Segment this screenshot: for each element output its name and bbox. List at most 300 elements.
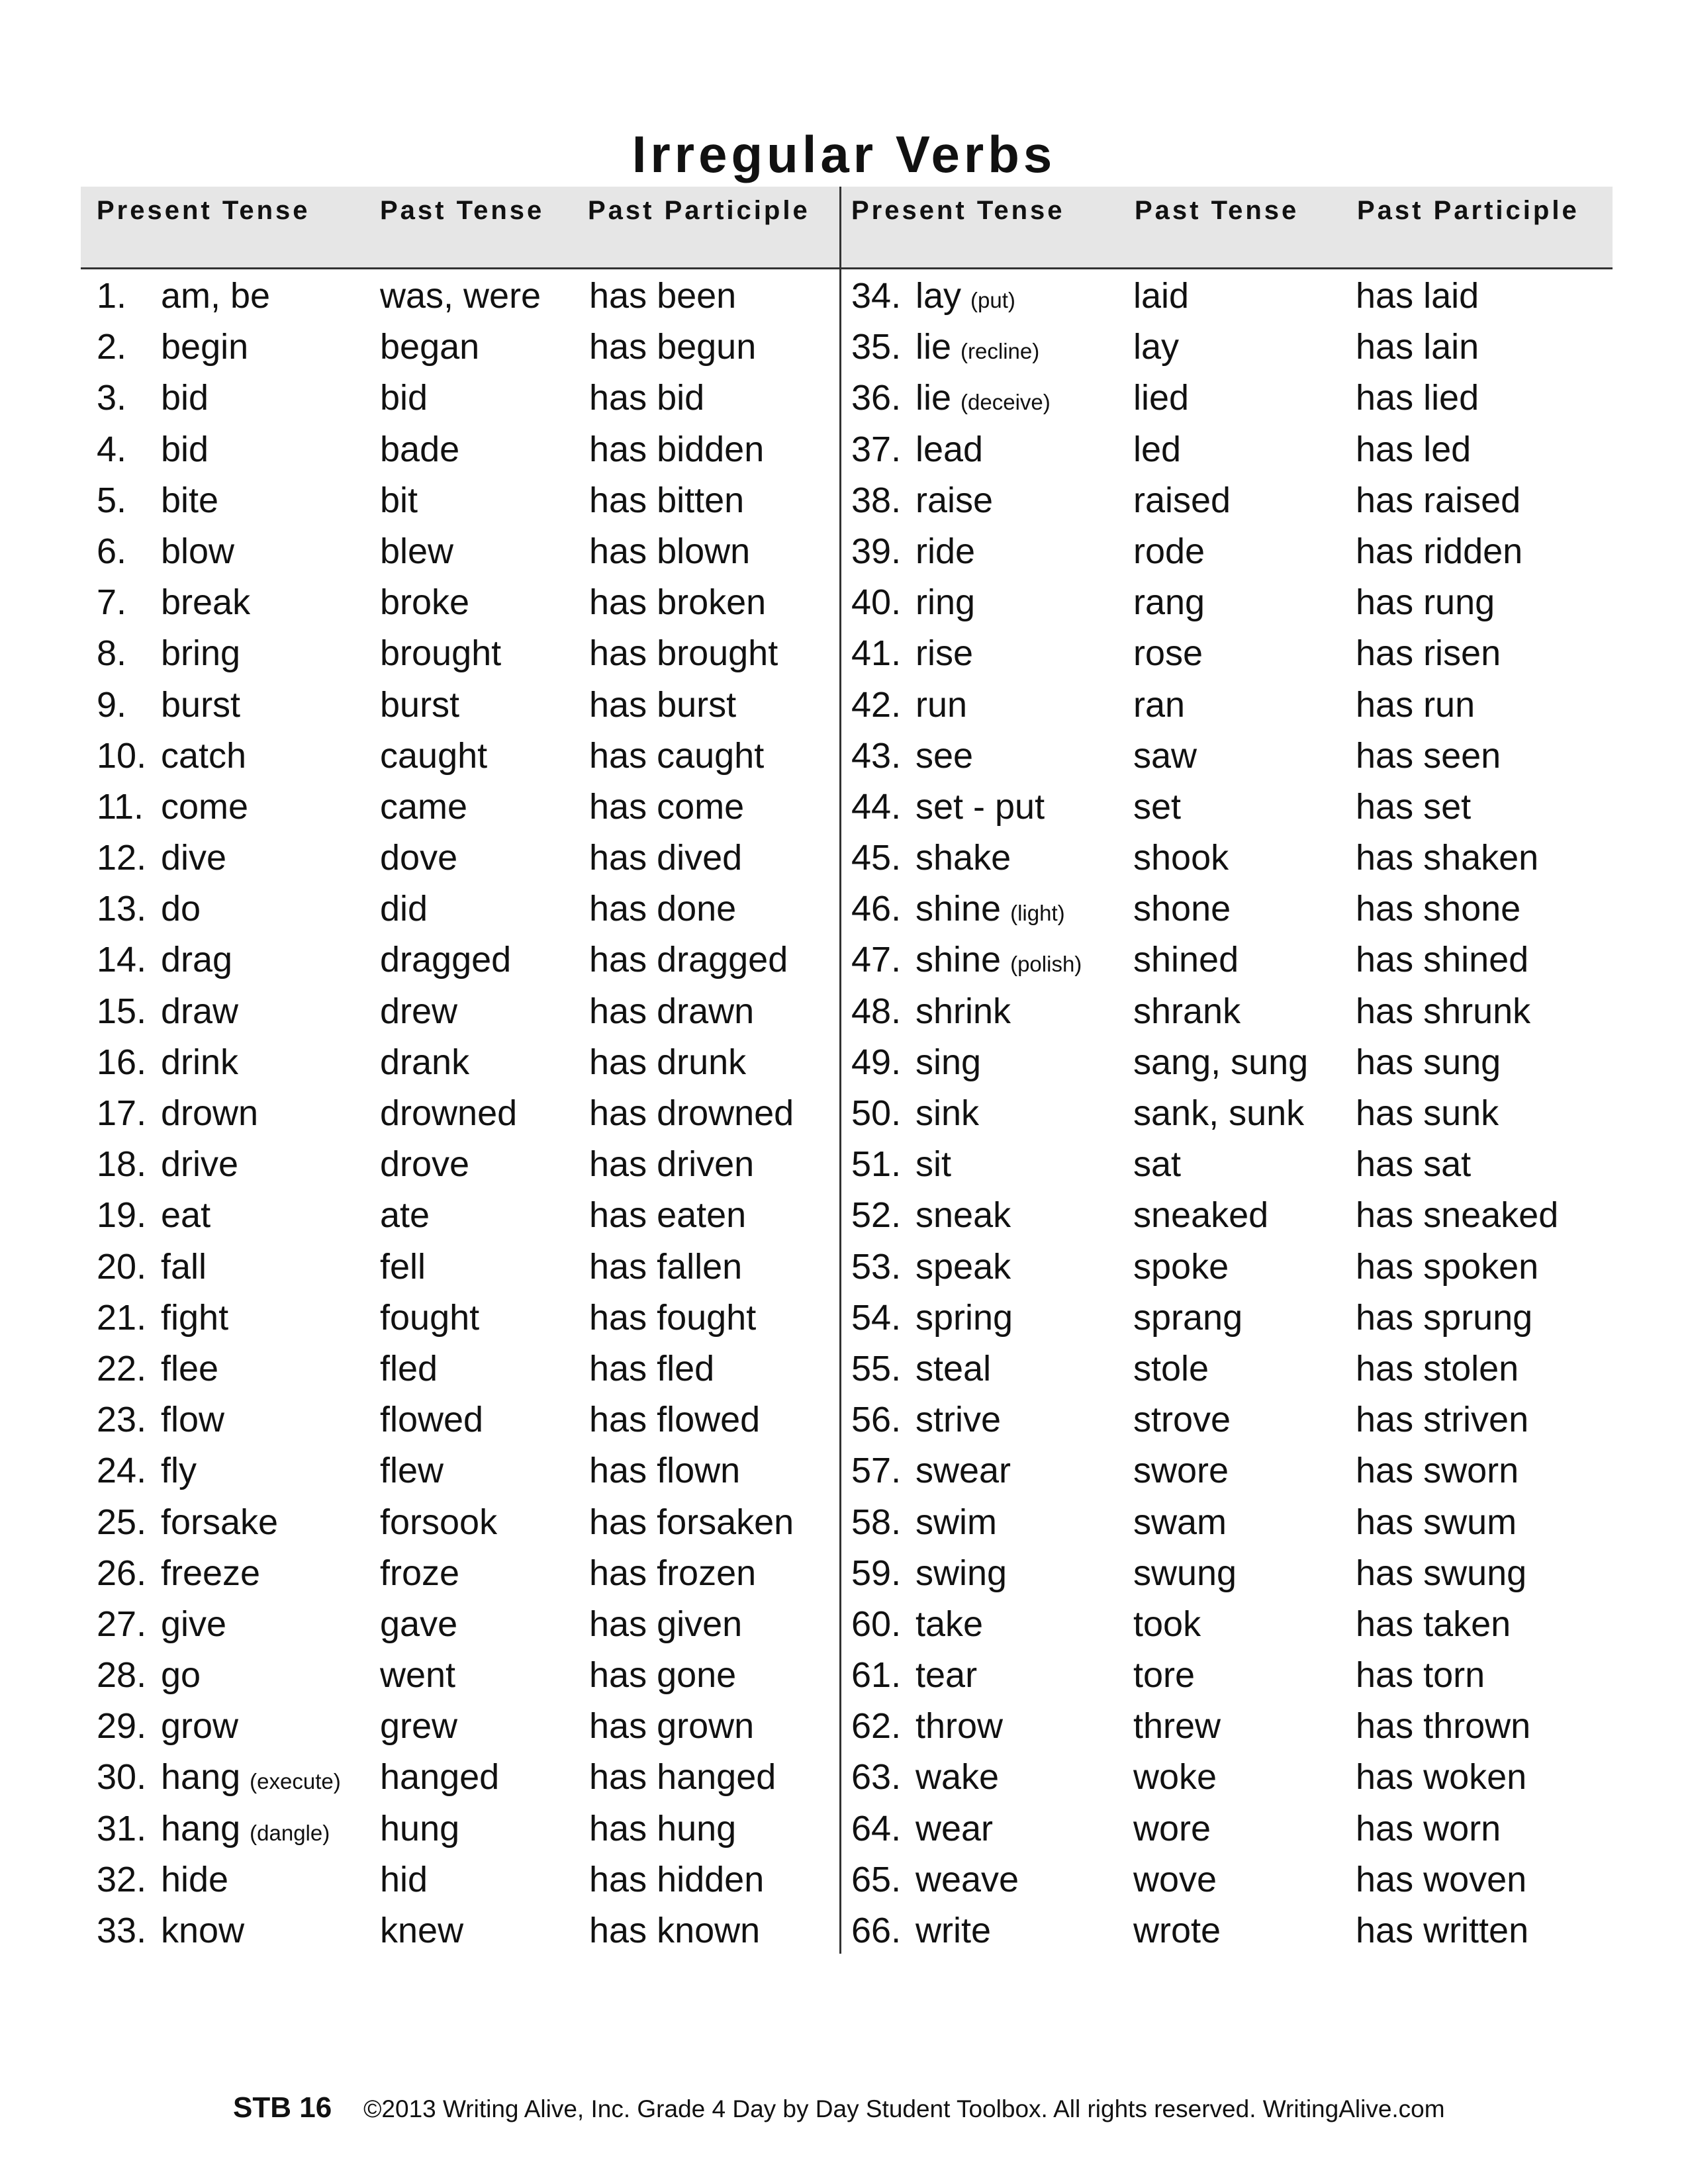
- past-participle-cell: has flowed: [589, 1400, 761, 1440]
- past-participle-cell: has dragged: [589, 940, 788, 980]
- present-tense-cell: [851, 1655, 986, 1696]
- table-row: [0, 1238, 1688, 1289]
- past-tense-cell: grew: [380, 1706, 458, 1747]
- past-participle-cell: has burst: [589, 684, 737, 725]
- table-row: [0, 1596, 1688, 1647]
- past-participle-cell: has seen: [1356, 735, 1501, 776]
- past-participle-cell: has begun: [589, 327, 757, 367]
- present-tense-word: do: [161, 889, 201, 929]
- table-row: [0, 778, 1688, 829]
- table-row: [0, 1085, 1688, 1136]
- past-tense-cell: broke: [380, 582, 470, 623]
- present-tense-cell: [851, 1195, 1020, 1236]
- present-tense-cell: [851, 531, 984, 572]
- present-tense-word: burst: [161, 684, 241, 725]
- past-tense-cell: stole: [1133, 1348, 1209, 1388]
- present-tense-cell: [97, 275, 279, 316]
- present-tense-cell: [97, 1246, 216, 1287]
- present-tense-word: fight: [161, 1297, 229, 1338]
- verb-number: 8.: [97, 633, 127, 674]
- present-tense-word: sing: [915, 1042, 982, 1082]
- past-tense-cell: sank, sunk: [1133, 1093, 1305, 1133]
- past-tense-cell: threw: [1133, 1706, 1221, 1747]
- present-tense-cell: [851, 837, 1020, 878]
- verb-number: 9.: [97, 684, 127, 725]
- table-header: [81, 187, 1613, 269]
- verb-meaning-note: (execute): [250, 1769, 341, 1794]
- verb-number: 22.: [97, 1348, 147, 1388]
- present-tense-word: hang: [161, 1808, 241, 1848]
- present-tense-word: strive: [915, 1400, 1002, 1440]
- past-tense-cell: ran: [1133, 684, 1186, 725]
- verb-meaning-note: (recline): [961, 339, 1040, 364]
- header-past-participle-right: Past Participle: [1357, 196, 1579, 225]
- past-participle-cell: has raised: [1356, 480, 1521, 520]
- past-participle-cell: has drunk: [589, 1042, 747, 1082]
- past-tense-cell: gave: [380, 1604, 458, 1644]
- past-tense-cell: spoke: [1133, 1246, 1229, 1287]
- verb-number: 53.: [851, 1246, 902, 1287]
- verb-number: 43.: [851, 735, 902, 776]
- present-tense-cell: [97, 582, 259, 623]
- verb-number: 13.: [97, 889, 147, 929]
- past-tense-cell: rang: [1133, 582, 1205, 623]
- present-tense-cell: [851, 275, 1015, 316]
- present-tense-cell: [851, 888, 1065, 929]
- verb-number: 36.: [851, 378, 902, 418]
- table-row: [0, 574, 1688, 625]
- past-tense-cell: shrank: [1133, 991, 1241, 1031]
- verb-number: 52.: [851, 1195, 902, 1236]
- present-tense-cell: [97, 1808, 330, 1849]
- present-tense-cell: [851, 1093, 988, 1134]
- present-tense-cell: [97, 1604, 236, 1645]
- past-tense-cell: burst: [380, 684, 460, 725]
- present-tense-word: drive: [161, 1144, 239, 1185]
- past-participle-cell: has sworn: [1356, 1451, 1519, 1491]
- verb-number: 23.: [97, 1400, 147, 1440]
- verb-meaning-note: (polish): [1010, 952, 1082, 977]
- present-tense-cell: [851, 735, 982, 776]
- footer-copyright: ©2013 Writing Alive, Inc. Grade 4 Day by Day Student Toolbox. All rights reserved. WritingAlive.com: [363, 2095, 1445, 2122]
- present-tense-cell: [851, 480, 1002, 521]
- verb-number: 35.: [851, 327, 902, 367]
- present-tense-cell: [97, 888, 210, 929]
- table-row: [0, 472, 1688, 523]
- table-row: [0, 931, 1688, 982]
- present-tense-word: shake: [915, 838, 1011, 878]
- verb-meaning-note: (dangle): [250, 1820, 330, 1845]
- verb-number: 16.: [97, 1042, 147, 1082]
- present-tense-cell: [97, 939, 242, 980]
- past-participle-cell: has frozen: [589, 1553, 757, 1593]
- verb-meaning-note: (deceive): [961, 390, 1051, 415]
- past-participle-cell: has shone: [1356, 889, 1521, 929]
- verb-number: 59.: [851, 1553, 902, 1593]
- verb-number: 6.: [97, 531, 127, 571]
- past-tense-cell: set: [1133, 786, 1182, 827]
- present-tense-word: hang: [161, 1757, 241, 1797]
- verb-number: 21.: [97, 1297, 147, 1338]
- present-tense-cell: [851, 1348, 1000, 1389]
- present-tense-word: sneak: [915, 1195, 1011, 1236]
- past-participle-cell: has woven: [1356, 1859, 1527, 1899]
- past-tense-cell: hanged: [380, 1757, 500, 1797]
- verb-number: 49.: [851, 1042, 902, 1082]
- verb-number: 57.: [851, 1451, 902, 1491]
- verb-table-body: [0, 267, 1688, 1953]
- verb-number: 4.: [97, 429, 127, 469]
- present-tense-cell: [851, 326, 1039, 367]
- past-tense-cell: took: [1133, 1604, 1201, 1644]
- past-tense-cell: hung: [380, 1808, 460, 1848]
- present-tense-word: tear: [915, 1655, 978, 1696]
- past-tense-cell: ate: [380, 1195, 430, 1236]
- present-tense-word: sit: [915, 1144, 951, 1185]
- present-tense-word: sink: [915, 1093, 980, 1133]
- past-tense-cell: came: [380, 786, 468, 827]
- table-row: [0, 1034, 1688, 1085]
- past-tense-cell: laid: [1133, 276, 1190, 316]
- past-tense-cell: rode: [1133, 531, 1205, 571]
- present-tense-word: come: [161, 786, 249, 827]
- present-tense-word: flow: [161, 1400, 225, 1440]
- verb-number: 10.: [97, 735, 147, 776]
- table-row: [0, 676, 1688, 727]
- present-tense-word: swing: [915, 1553, 1008, 1593]
- verb-number: 65.: [851, 1859, 902, 1899]
- past-participle-cell: has brought: [589, 633, 778, 674]
- present-tense-word: speak: [915, 1246, 1011, 1287]
- past-tense-cell: lay: [1133, 327, 1180, 367]
- past-tense-cell: sneaked: [1133, 1195, 1269, 1236]
- present-tense-cell: [851, 1450, 1020, 1491]
- past-tense-cell: dove: [380, 838, 458, 878]
- present-tense-word: dive: [161, 838, 227, 878]
- present-tense-word: drown: [161, 1093, 259, 1133]
- present-tense-cell: [851, 991, 1020, 1032]
- verb-number: 29.: [97, 1706, 147, 1747]
- past-participle-cell: has striven: [1356, 1400, 1529, 1440]
- present-tense-cell: [851, 1399, 1010, 1440]
- present-tense-cell: [97, 1706, 248, 1747]
- past-participle-cell: has lain: [1356, 327, 1479, 367]
- verb-number: 27.: [97, 1604, 147, 1644]
- verb-number: 1.: [97, 276, 127, 316]
- verb-number: 12.: [97, 838, 147, 878]
- past-tense-cell: rose: [1133, 633, 1203, 674]
- present-tense-cell: [97, 991, 248, 1032]
- past-participle-cell: has bidden: [589, 429, 765, 469]
- past-participle-cell: has risen: [1356, 633, 1501, 674]
- past-participle-cell: has fought: [589, 1297, 757, 1338]
- past-tense-cell: shone: [1133, 889, 1231, 929]
- past-tense-cell: swung: [1133, 1553, 1237, 1593]
- present-tense-word: drag: [161, 940, 233, 980]
- present-tense-cell: [97, 1859, 238, 1900]
- past-participle-cell: has bid: [589, 378, 705, 418]
- verb-number: 55.: [851, 1348, 902, 1388]
- past-tense-cell: hid: [380, 1859, 428, 1899]
- past-participle-cell: has torn: [1356, 1655, 1485, 1696]
- verb-number: 26.: [97, 1553, 147, 1593]
- past-participle-cell: has sunk: [1356, 1093, 1499, 1133]
- verb-number: 47.: [851, 940, 902, 980]
- verb-number: 28.: [97, 1655, 147, 1696]
- present-tense-word: fly: [161, 1451, 197, 1491]
- present-tense-word: fall: [161, 1246, 207, 1287]
- verb-number: 31.: [97, 1808, 147, 1848]
- present-tense-word: lay: [915, 276, 962, 316]
- verb-number: 42.: [851, 684, 902, 725]
- present-tense-cell: [97, 684, 250, 725]
- present-tense-word: lead: [915, 429, 984, 469]
- present-tense-word: bid: [161, 378, 209, 418]
- table-row: [0, 1851, 1688, 1902]
- present-tense-word: break: [161, 582, 251, 623]
- present-tense-cell: [851, 1042, 990, 1083]
- past-tense-cell: woke: [1133, 1757, 1217, 1797]
- past-tense-cell: wore: [1133, 1808, 1211, 1848]
- present-tense-word: swim: [915, 1502, 997, 1542]
- past-tense-cell: went: [380, 1655, 456, 1696]
- present-tense-word: run: [915, 684, 968, 725]
- verb-number: 11.: [97, 786, 144, 827]
- past-participle-cell: has written: [1356, 1911, 1529, 1950]
- table-row: [0, 625, 1688, 676]
- table-row: [0, 523, 1688, 574]
- verb-number: 33.: [97, 1911, 147, 1950]
- past-participle-cell: has spoken: [1356, 1246, 1539, 1287]
- present-tense-word: am, be: [161, 276, 271, 316]
- table-row: [0, 318, 1688, 369]
- table-row: [0, 1800, 1688, 1851]
- past-participle-cell: has swum: [1356, 1502, 1517, 1542]
- past-participle-cell: has fled: [589, 1348, 715, 1388]
- past-participle-cell: has hung: [589, 1808, 737, 1848]
- present-tense-cell: [851, 377, 1051, 418]
- past-participle-cell: has bitten: [589, 480, 745, 520]
- past-tense-cell: drove: [380, 1144, 470, 1185]
- present-tense-cell: [851, 1553, 1016, 1594]
- past-participle-cell: has lied: [1356, 378, 1479, 418]
- present-tense-cell: [97, 1093, 267, 1134]
- past-participle-cell: has fallen: [589, 1246, 743, 1287]
- verb-meaning-note: (light): [1010, 901, 1065, 926]
- past-participle-cell: has sat: [1356, 1144, 1472, 1185]
- present-tense-cell: [97, 531, 244, 572]
- header-past-participle-left: Past Participle: [588, 196, 810, 225]
- present-tense-word: ring: [915, 582, 976, 623]
- table-row: [0, 1494, 1688, 1545]
- past-tense-cell: knew: [380, 1911, 464, 1950]
- present-tense-cell: [851, 1859, 1028, 1900]
- table-row: [0, 983, 1688, 1034]
- present-tense-cell: [97, 377, 218, 418]
- present-tense-cell: [97, 1297, 238, 1338]
- present-tense-word: catch: [161, 735, 247, 776]
- past-participle-cell: has worn: [1356, 1808, 1501, 1848]
- past-participle-cell: has grown: [589, 1706, 755, 1747]
- past-tense-cell: blew: [380, 531, 454, 571]
- verb-number: 62.: [851, 1706, 902, 1747]
- verb-number: 18.: [97, 1144, 147, 1185]
- past-tense-cell: forsook: [380, 1502, 498, 1542]
- verb-number: 15.: [97, 991, 147, 1031]
- present-tense-cell: [851, 1910, 1000, 1951]
- present-tense-word: shrink: [915, 991, 1011, 1031]
- present-tense-cell: [97, 1502, 287, 1543]
- past-tense-cell: fled: [380, 1348, 438, 1388]
- verb-number: 48.: [851, 991, 902, 1031]
- verb-number: 51.: [851, 1144, 902, 1185]
- verb-number: 54.: [851, 1297, 902, 1338]
- verb-number: 66.: [851, 1911, 902, 1950]
- present-tense-cell: [97, 837, 236, 878]
- present-tense-word: begin: [161, 327, 249, 367]
- verb-number: 20.: [97, 1246, 147, 1287]
- present-tense-cell: [97, 326, 258, 367]
- past-participle-cell: has gone: [589, 1655, 737, 1696]
- table-row: [0, 1391, 1688, 1442]
- past-participle-cell: has swung: [1356, 1553, 1527, 1593]
- verb-number: 17.: [97, 1093, 147, 1133]
- present-tense-cell: [97, 1399, 234, 1440]
- verb-number: 45.: [851, 838, 902, 878]
- past-participle-cell: has sneaked: [1356, 1195, 1559, 1236]
- past-tense-cell: began: [380, 327, 480, 367]
- verb-number: 60.: [851, 1604, 902, 1644]
- past-participle-cell: has drowned: [589, 1093, 794, 1133]
- present-tense-word: know: [161, 1911, 245, 1950]
- verb-meaning-note: (put): [970, 288, 1015, 312]
- present-tense-word: throw: [915, 1706, 1004, 1747]
- past-participle-cell: has shined: [1356, 940, 1529, 980]
- past-tense-cell: led: [1133, 429, 1182, 469]
- verb-number: 3.: [97, 378, 127, 418]
- present-tense-cell: [97, 1910, 254, 1951]
- header-past-tense-right: Past Tense: [1135, 196, 1299, 225]
- past-tense-cell: fell: [380, 1246, 426, 1287]
- footer-code: STB 16: [233, 2091, 332, 2124]
- present-tense-cell: [97, 633, 250, 674]
- present-tense-word: eat: [161, 1195, 211, 1236]
- table-row: [0, 369, 1688, 420]
- present-tense-cell: [97, 1655, 210, 1696]
- verb-number: 14.: [97, 940, 147, 980]
- past-tense-cell: shook: [1133, 838, 1229, 878]
- present-tense-cell: [851, 582, 984, 623]
- past-tense-cell: lied: [1133, 378, 1190, 418]
- present-tense-cell: [97, 1042, 248, 1083]
- past-participle-cell: has woken: [1356, 1757, 1527, 1797]
- verb-number: 58.: [851, 1502, 902, 1542]
- present-tense-word: freeze: [161, 1553, 261, 1593]
- present-tense-cell: [851, 1246, 1020, 1287]
- table-row: [0, 1647, 1688, 1698]
- table-row: [0, 1340, 1688, 1391]
- past-participle-cell: has shrunk: [1356, 991, 1531, 1031]
- present-tense-word: take: [915, 1604, 984, 1644]
- verb-number: 40.: [851, 582, 902, 623]
- verb-number: 24.: [97, 1451, 147, 1491]
- present-tense-word: lie: [915, 327, 952, 367]
- verb-number: 56.: [851, 1400, 902, 1440]
- past-participle-cell: has hidden: [589, 1859, 765, 1899]
- table-row: [0, 1902, 1688, 1953]
- present-tense-word: bid: [161, 429, 209, 469]
- present-tense-word: blow: [161, 531, 235, 571]
- past-tense-cell: fought: [380, 1297, 480, 1338]
- verb-number: 32.: [97, 1859, 147, 1899]
- present-tense-cell: [97, 1195, 220, 1236]
- table-row: [0, 1136, 1688, 1187]
- past-tense-cell: sat: [1133, 1144, 1182, 1185]
- present-tense-word: go: [161, 1655, 201, 1696]
- verb-number: 41.: [851, 633, 902, 674]
- present-tense-word: spring: [915, 1297, 1013, 1338]
- present-tense-word: bite: [161, 480, 219, 520]
- past-participle-cell: has ridden: [1356, 531, 1523, 571]
- past-participle-cell: has taken: [1356, 1604, 1511, 1644]
- past-participle-cell: has driven: [589, 1144, 755, 1185]
- verb-number: 7.: [97, 582, 127, 623]
- past-participle-cell: has been: [589, 276, 737, 316]
- present-tense-word: ride: [915, 531, 976, 571]
- past-participle-cell: has rung: [1356, 582, 1495, 623]
- present-tense-word: bring: [161, 633, 241, 674]
- past-tense-cell: drank: [380, 1042, 470, 1082]
- verb-number: 25.: [97, 1502, 147, 1542]
- present-tense-cell: [97, 1450, 206, 1491]
- verb-number: 50.: [851, 1093, 902, 1133]
- present-tense-cell: [851, 429, 992, 470]
- present-tense-word: write: [915, 1911, 992, 1950]
- present-tense-word: hide: [161, 1859, 229, 1899]
- present-tense-word: forsake: [161, 1502, 279, 1542]
- past-participle-cell: has dived: [589, 838, 743, 878]
- past-participle-cell: has broken: [589, 582, 767, 623]
- past-tense-cell: raised: [1133, 480, 1231, 520]
- past-tense-cell: caught: [380, 735, 488, 776]
- past-participle-cell: has given: [589, 1604, 743, 1644]
- past-participle-cell: has led: [1356, 429, 1472, 469]
- past-participle-cell: has drawn: [589, 991, 755, 1031]
- present-tense-cell: [851, 786, 1054, 827]
- verb-number: 2.: [97, 327, 127, 367]
- verb-number: 44.: [851, 786, 902, 827]
- table-row: [0, 829, 1688, 880]
- verb-number: 34.: [851, 276, 902, 316]
- present-tense-word: steal: [915, 1348, 992, 1388]
- present-tense-cell: [851, 1144, 961, 1185]
- present-tense-word: raise: [915, 480, 994, 520]
- present-tense-word: swear: [915, 1451, 1011, 1491]
- past-tense-cell: flowed: [380, 1400, 484, 1440]
- verb-number: 64.: [851, 1808, 902, 1848]
- past-participle-cell: has done: [589, 889, 737, 929]
- present-tense-word: wake: [915, 1757, 1000, 1797]
- present-tense-word: give: [161, 1604, 227, 1644]
- present-tense-cell: [97, 735, 256, 776]
- past-participle-cell: has blown: [589, 531, 751, 571]
- past-tense-cell: froze: [380, 1553, 460, 1593]
- present-tense-word: flee: [161, 1348, 219, 1388]
- present-tense-cell: [97, 480, 228, 521]
- past-tense-cell: tore: [1133, 1655, 1196, 1696]
- present-tense-cell: [97, 1348, 228, 1389]
- present-tense-word: lie: [915, 378, 952, 418]
